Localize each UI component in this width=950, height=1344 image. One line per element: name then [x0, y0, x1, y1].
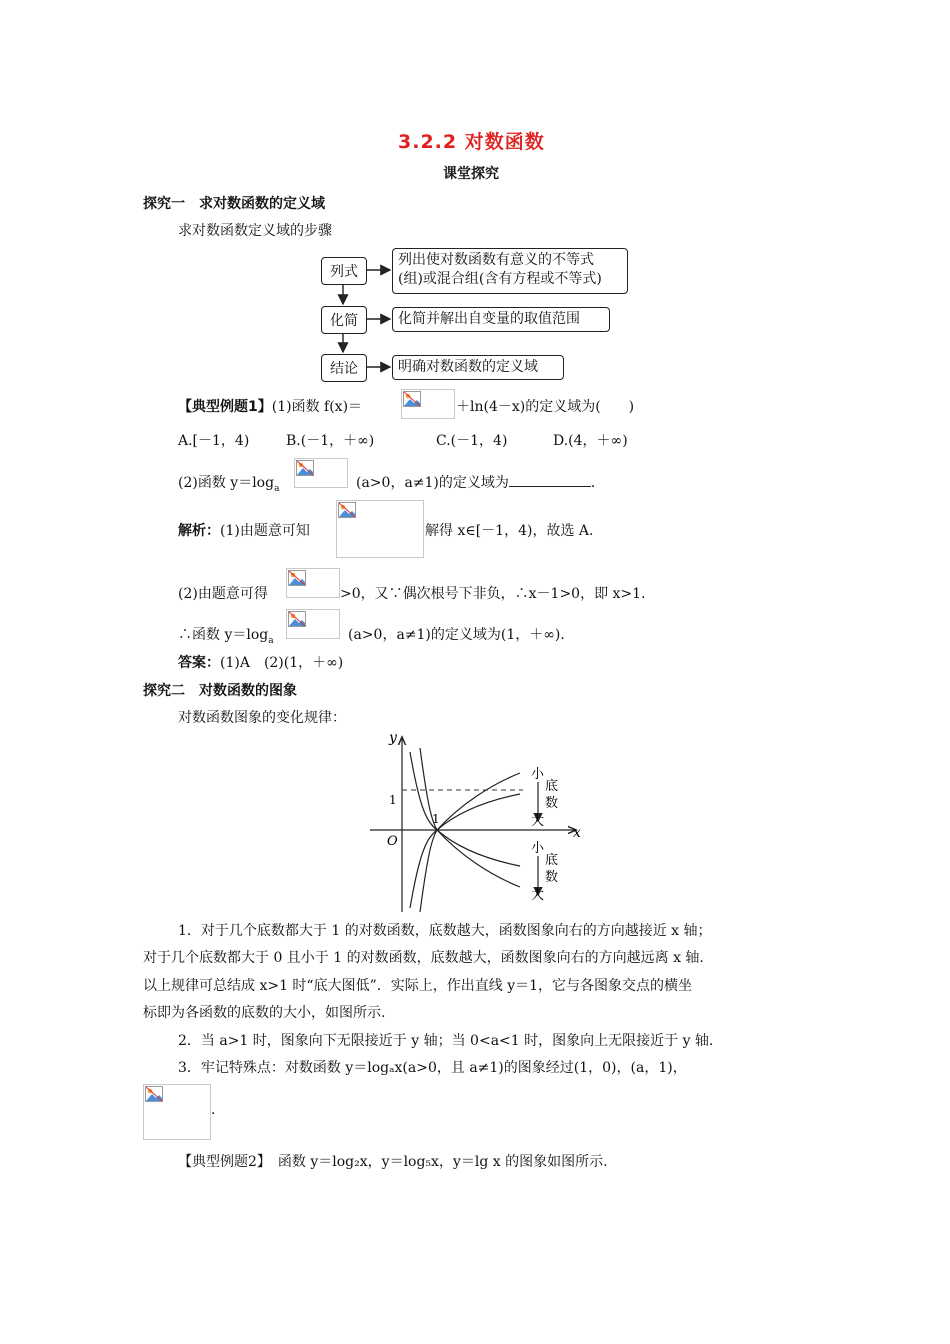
- point1-line4: 标即为各函数的底数的大小，如图所示.: [143, 1005, 386, 1021]
- y-axis-label: y: [389, 730, 397, 746]
- broken-image-icon: [288, 611, 306, 627]
- example1-q1-post: ＋ln(4－x)的定义域为( ): [456, 399, 635, 415]
- x-tick-1: 1: [432, 812, 440, 826]
- section2-intro: 对数函数图象的变化规律：: [178, 710, 346, 726]
- lower-ann-base: 底: [545, 853, 559, 868]
- flow-result-2: 化简并解出自变量的取值范围: [392, 307, 610, 332]
- example1-q1-pre: (1)函数 f(x)＝: [271, 399, 363, 415]
- answer-line: 答案：(1)A (2)(1，＋∞): [178, 655, 344, 671]
- curve-frac-large: [420, 748, 520, 866]
- point1-line1: 1．对于几个底数都大于 1 的对数函数，底数越大，函数图象向右的方向越接近 x 轴；: [178, 923, 712, 939]
- formula-image: [286, 568, 340, 598]
- lower-ann-large: 大: [531, 888, 545, 903]
- answer-blank: [509, 474, 591, 487]
- point3-end: .: [211, 1102, 216, 1118]
- subtitle: 课堂探究: [443, 166, 499, 182]
- example2-text: 函数 y＝log₂x，y＝log₅x，y＝lg x 的图象如图所示.: [277, 1154, 608, 1170]
- solution-line3-pre: ∴函数 $y=\log_a$: [178, 627, 274, 646]
- solution-label: 解析：: [178, 523, 220, 539]
- broken-image-icon: [288, 570, 306, 586]
- solution-line2-pre: (2)由题意可得: [178, 586, 268, 602]
- origin-label: O: [387, 834, 398, 849]
- lower-ann-number: 数: [545, 870, 559, 885]
- broken-image-icon: [338, 502, 356, 518]
- upper-ann-base: 底: [545, 779, 559, 794]
- point3: 3．牢记特殊点：对数函数 y＝logₐx(a>0，且 a≠1)的图象经过(1，0)，(a，1)，: [178, 1060, 687, 1076]
- formula-image: [336, 500, 424, 558]
- example1-q1: [178, 396, 362, 416]
- answer-label: 答案：: [178, 655, 220, 671]
- solution-line1-post: 解得 x∈[－1，4)，故选 A.: [425, 523, 594, 539]
- flow-result-3: 明确对数函数的定义域: [392, 355, 564, 380]
- flow-step-2: 化简: [321, 306, 367, 334]
- formula-image: [401, 389, 455, 419]
- broken-image-icon: [145, 1086, 163, 1102]
- solution-line1: 解析：(1)由题意可知: [178, 523, 310, 539]
- flow-step-1: 列式: [321, 257, 367, 285]
- example2: [178, 1151, 608, 1171]
- solution-line3-post: (a>0，a≠1)的定义域为(1，＋∞).: [348, 627, 565, 643]
- flow-result-1-line1: 列出使对数函数有意义的不等式: [398, 252, 594, 268]
- option-a: A.[－1，4): [178, 433, 250, 449]
- point1-line3: 以上规律可总结成 x>1 时“底大图低”．实际上，作出直线 y＝1，它与各图象交点的横坐: [143, 978, 693, 994]
- example1-label: 【典型例题1】: [178, 399, 272, 415]
- section1-heading: 探究一 求对数函数的定义域: [143, 196, 325, 212]
- example2-label: 【典型例题2】: [178, 1154, 264, 1170]
- flow-result-1-line2: (组)或混合组(含有方程或不等式): [398, 271, 602, 287]
- example1-q2-pre: (2)函数 $y=\log_a$: [178, 475, 280, 494]
- section2-heading: 探究二 对数函数的图象: [143, 683, 297, 699]
- example1-q2-post: (a>0，a≠1)的定义域为 ．: [356, 475, 605, 491]
- x-axis-label: x: [573, 825, 581, 841]
- log-graph: [365, 730, 590, 915]
- upper-ann-small: 小: [531, 767, 545, 782]
- solution-line2-post: >0，又∵偶次根号下非负，∴x－1>0，即 x>1.: [340, 586, 646, 602]
- upper-ann-large: 大: [531, 814, 545, 829]
- option-b: B.(－1，＋∞): [286, 433, 375, 449]
- broken-image-icon: [296, 460, 314, 476]
- formula-image: [286, 609, 340, 639]
- option-d: D.(4，＋∞): [553, 433, 628, 449]
- page-title: 3.2.2 对数函数: [398, 131, 545, 153]
- broken-image-icon: [403, 391, 421, 407]
- section1-intro: 求对数函数定义域的步骤: [178, 223, 332, 239]
- flow-arrows: [0, 0, 950, 400]
- point1-line2: 对于几个底数都大于 0 且小于 1 的对数函数，底数越大，函数图象向右的方向越远离 x 轴.: [143, 950, 704, 966]
- y-tick-1: 1: [389, 793, 397, 807]
- option-c: C.(－1，4): [436, 433, 508, 449]
- upper-ann-number: 数: [545, 796, 559, 811]
- point2: 2．当 a>1 时，图象向下无限接近于 y 轴；当 0<a<1 时，图象向上无限接近于 y 轴.: [178, 1033, 714, 1049]
- lower-ann-small: 小: [531, 841, 545, 856]
- formula-image: [294, 458, 348, 488]
- formula-image: [143, 1084, 211, 1140]
- flow-step-3: 结论: [321, 354, 367, 382]
